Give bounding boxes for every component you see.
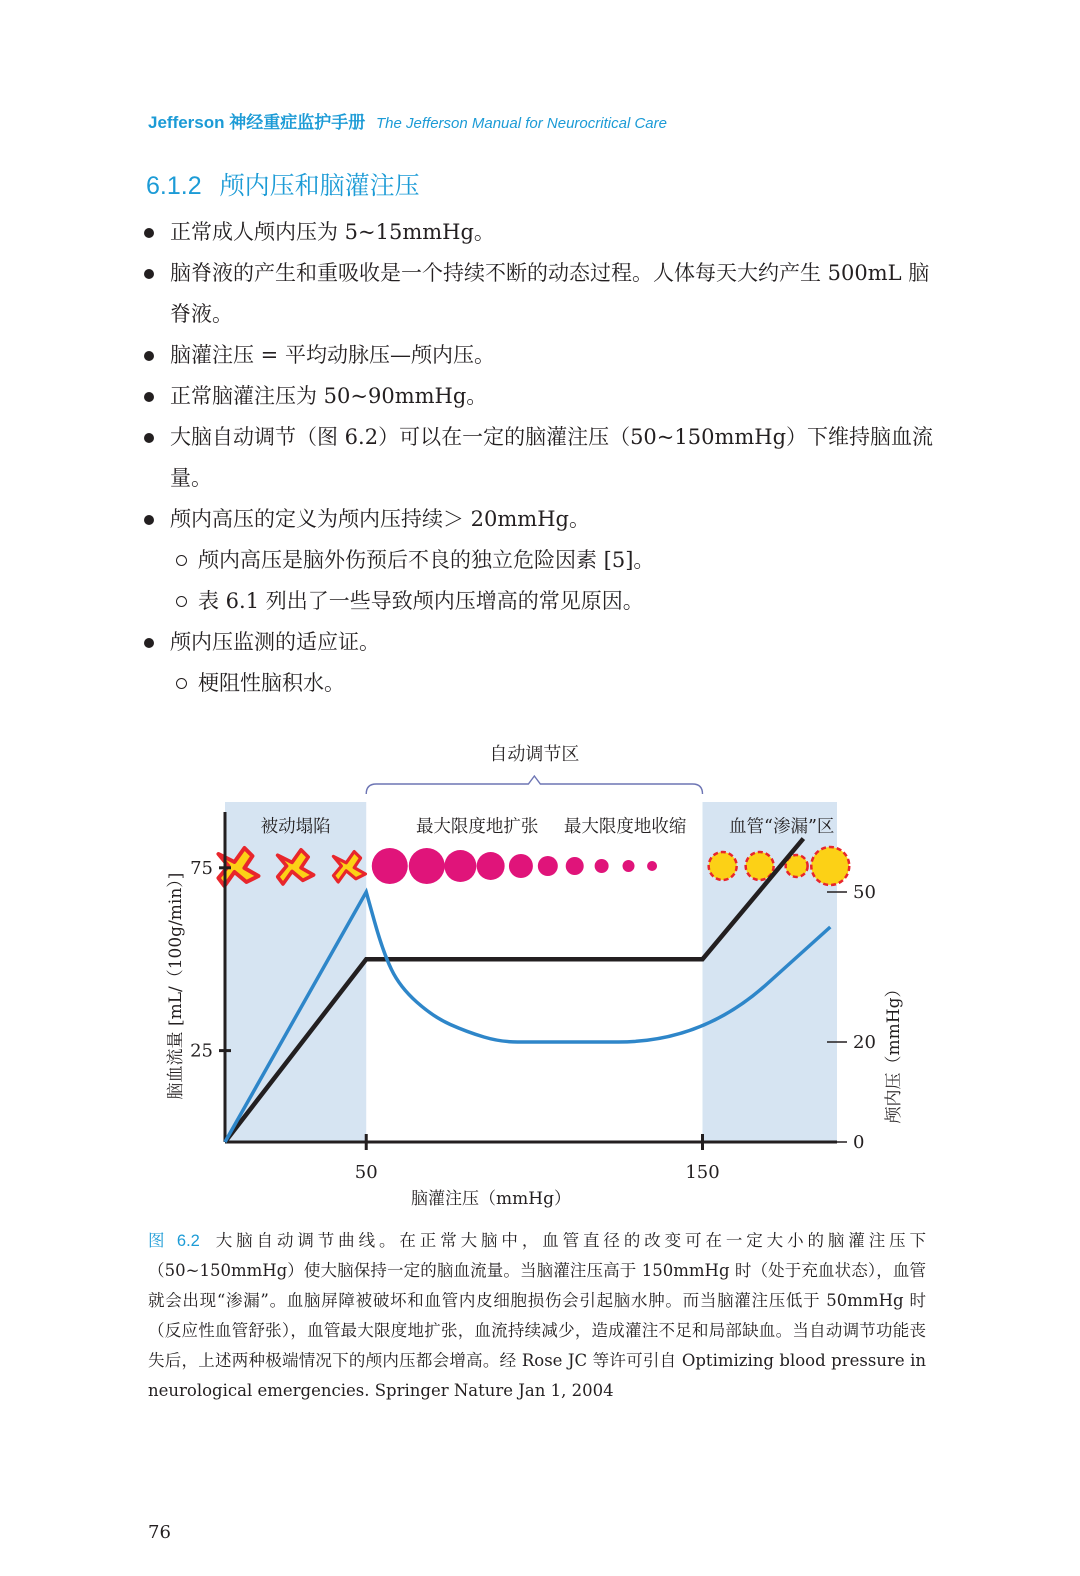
bracket-label: 自动调节区 [489,744,580,765]
y-right-tick-label: 0 [853,1132,865,1153]
caption-label: 图 6.2 [148,1232,200,1250]
header-title-en: The Jefferson Manual for Neurocritical Care [376,115,667,132]
y-left-axis-label: 脑血流量 [mL/（100g/min）] [166,872,186,1100]
bullet-text: 脑灌注压 = 平均动脉压—颅内压。 [170,343,495,367]
bullet-item [142,376,942,417]
bullet-dot-icon [144,228,154,238]
zone-label: 血管“渗漏”区 [729,817,835,837]
bullet-item [142,335,942,376]
hollow-bullet-icon [176,678,187,689]
y-right-tick-label: 20 [853,1032,876,1053]
dilated-vessel-icon [477,852,505,880]
sub-bullet-item [142,663,942,704]
header-title-cn: 神经重症监护手册 [229,113,366,132]
y-left-tick-label: 75 [190,857,213,879]
bullet-list [142,212,942,704]
header-brand: Jefferson [148,113,225,132]
section-title: 颅内压和脑灌注压 [219,172,420,200]
y-right-tick-label: 50 [853,882,876,903]
bullet-text: 脑脊液的产生和重吸收是一个持续不断的动态过程。人体每天大约产生 500mL 脑脊液。 [170,261,930,326]
zone-label: 最大限度地扩张 [415,817,539,837]
bullet-text: 大脑自动调节（图 6.2）可以在一定的脑灌注压（50~150mmHg）下维持脑血流量。 [170,425,934,490]
bullet-item [142,622,942,663]
figure-caption [148,1226,926,1406]
bullet-dot-icon [144,351,154,361]
caption-text: 大脑自动调节曲线。在正常大脑中，血管直径的改变可在一定大小的脑灌注压下（50~150mmHg）使大脑保持一定的脑血流量。当脑灌注压高于 150mmHg 时（处于充血状态），血管就会出现“渗漏”。血脑屏障被破坏和血管内皮细胞损伤会引起脑水肿。而当脑灌注压低于 50mmHg 时（反应性血管舒张），血管最大限度地扩张，血流持续减少，造成灌注不足和局部缺血。当自动调节功能丧失后，上述两种极端情况下的颅内压都会增高。经 Rose JC 等许可引自 Optimizing blood pressure in neurological emergencies. Springer Nature Jan 1, 2004 [148,1231,927,1400]
bullet-item [142,253,942,335]
dilated-vessel-icon [595,859,609,873]
y-right-axis-label: 颅内压（mmHg） [884,980,904,1124]
leaky-vessel-icon [811,847,849,885]
dilated-vessel-icon [509,854,533,878]
bullet-dot-icon [144,515,154,525]
hollow-bullet-icon [176,596,187,607]
dilated-vessel-icon [444,850,476,882]
dilated-vessel-icon [647,861,657,871]
x-tick-label: 150 [685,1162,720,1183]
page-number: 76 [148,1522,171,1543]
dilated-vessel-icon [409,848,445,884]
y-left-tick-label: 25 [190,1040,213,1062]
autoregulation-bracket [366,776,702,794]
zone-label: 被动塌陷 [260,817,331,837]
zone-label: 最大限度地收缩 [563,817,687,837]
bullet-text: 颅内高压的定义为颅内压持续＞ 20mmHg。 [170,507,590,531]
bullet-text: 表 6.1 列出了一些导致颅内压增高的常见原因。 [198,589,644,613]
bullet-text: 梗阻性脑积水。 [198,671,345,695]
bullet-text: 正常成人颅内压为 5~15mmHg。 [170,220,495,244]
dilated-vessel-icon [372,848,408,884]
bullet-dot-icon [144,638,154,648]
bullet-dot-icon [144,269,154,279]
bullet-text: 颅内高压是脑外伤预后不良的独立危险因素 [5]。 [198,548,655,572]
bullet-dot-icon [144,392,154,402]
section-heading [146,166,420,202]
bullet-item [142,499,942,540]
leaky-vessel-icon [709,852,737,880]
sub-bullet-item [142,540,942,581]
bullet-dot-icon [144,433,154,443]
bullet-text: 正常脑灌注压为 50~90mmHg。 [170,384,488,408]
sub-bullet-item [142,581,942,622]
x-axis-label: 脑灌注压（mmHg） [411,1189,571,1209]
dilated-vessel-icon [538,856,558,876]
section-number: 6.1.2 [146,172,202,200]
hollow-bullet-icon [176,555,187,566]
x-tick-label: 50 [354,1162,378,1183]
autoregulation-chart [150,730,930,1220]
autoregulation-figure [150,730,930,1220]
bullet-text: 颅内压监测的适应证。 [170,630,380,654]
dilated-vessel-icon [566,857,584,875]
bullet-item [142,417,942,499]
dilated-vessel-icon [623,860,635,872]
running-header [148,108,667,133]
bullet-item [142,212,942,253]
